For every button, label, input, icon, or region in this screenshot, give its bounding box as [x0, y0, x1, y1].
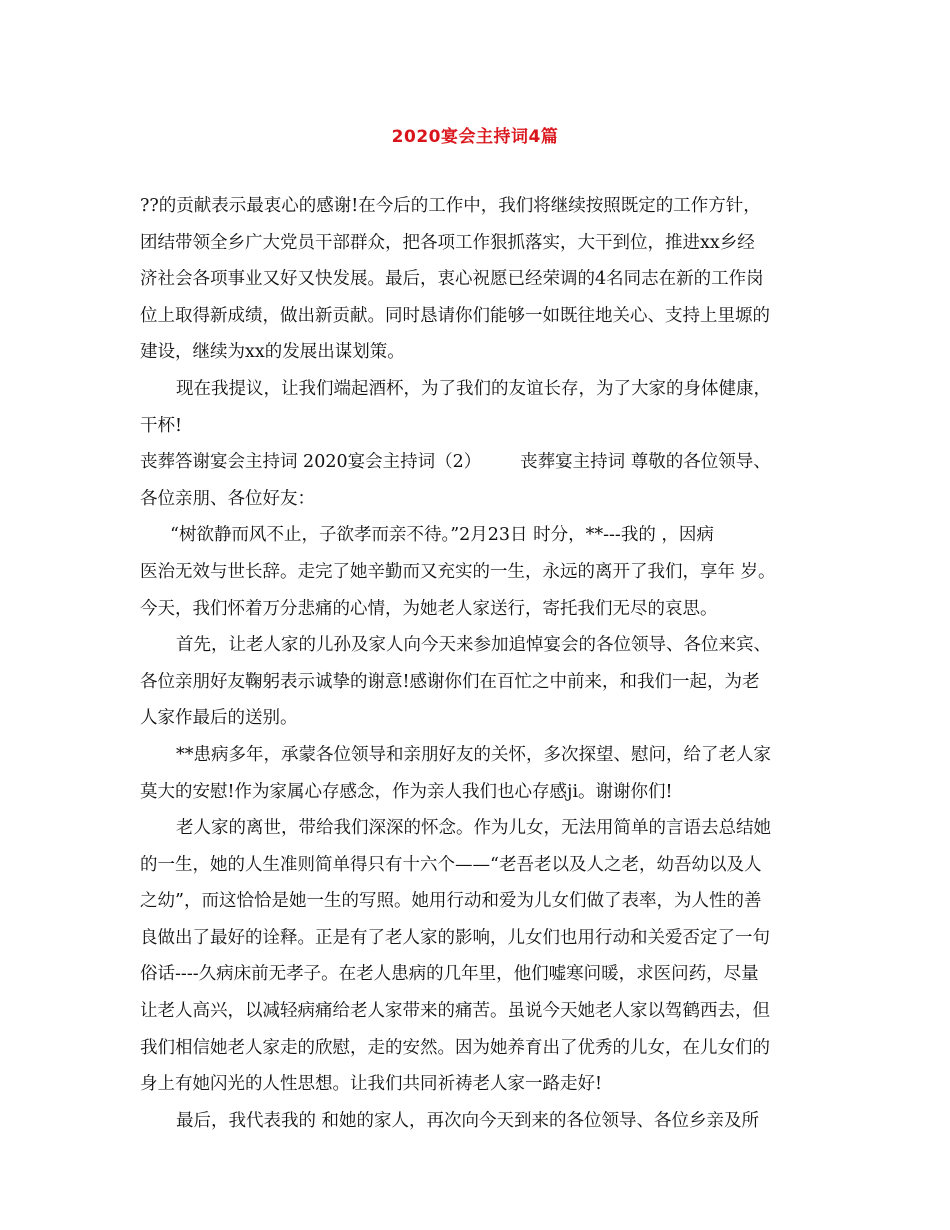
paragraph-line: 各位亲朋、各位好友： — [140, 488, 315, 509]
paragraph-line: 之幼”，而这恰恰是她一生的写照。她用行动和爱为儿女们做了表率，为人性的善 — [140, 891, 762, 912]
paragraph-line: 老人家的离世，带给我们深深的怀念。作为儿女，无法用简单的言语去总结她 — [176, 818, 771, 839]
paragraph-line: 让老人高兴，以减轻病痛给老人家带来的痛苦。虽说今天她老人家以驾鹤西去，但 — [140, 1001, 770, 1022]
paragraph-line: 良做出了最好的诠释。正是有了老人家的影响，儿女们也用行动和关爱否定了一句 — [140, 927, 770, 948]
paragraph-line: **患病多年，承蒙各位领导和亲朋好友的关怀，多次探望、慰问，给了老人家 — [176, 744, 771, 765]
paragraph-line: 的一生，她的人生准则简单得只有十六个——“老吾老以及人之老，幼吾幼以及人 — [140, 854, 762, 875]
paragraph-line: 团结带领全乡广大党员干部群众，把各项工作狠抓落实，大干到位，推进xx乡经 — [140, 232, 755, 253]
paragraph-line: 丧葬答谢宴会主持词 2020宴会主持词（2） 丧葬宴主持词 尊敬的各位领导、 — [140, 452, 771, 473]
paragraph-line: 我们相信她老人家走的欣慰，走的安然。因为她养育出了优秀的儿女，在儿女们的 — [140, 1037, 770, 1058]
document-body — [140, 188, 820, 1139]
paragraph-line: 莫大的安慰!作为家属心存感念，作为亲人我们也心存感ji。谢谢你们! — [140, 781, 673, 802]
paragraph-line: 最后，我代表我的 和她的家人，再次向今天到来的各位领导、各位乡亲及所 — [176, 1110, 760, 1131]
paragraph-line: 俗话----久病床前无孝子。在老人患病的几年里，他们嘘寒问暖，求医问药，尽量 — [140, 964, 759, 985]
paragraph-line: 首先，让老人家的儿孙及家人向今天来参加追悼宴会的各位领导、各位来宾、 — [176, 635, 771, 656]
paragraph-line: 医治无效与世长辞。走完了她辛勤而又充实的一生，永远的离开了我们，享年 岁。 — [140, 561, 776, 582]
paragraph-line: 人家作最后的送别。 — [140, 708, 298, 729]
paragraph-line: 各位亲朋好友鞠躬表示诚挚的谢意!感谢你们在百忙之中前来，和我们一起，为老 — [140, 671, 760, 692]
paragraph-line: “树欲静而风不止，子欲孝而亲不待。”2月23日 时分，**---我的 ，因病 — [170, 525, 714, 546]
paragraph-line: 济社会各项事业又好又快发展。最后，衷心祝愿已经荣调的4名同志在新的工作岗 — [140, 269, 764, 290]
document-title: 2020宴会主持词4篇 — [391, 127, 559, 147]
paragraph-line: 位上取得新成绩，做出新贡献。同时恳请你们能够一如既往地关心、支持上里塬的 — [140, 305, 770, 326]
paragraph-line: 身上有她闪光的人性思想。让我们共同祈祷老人家一路走好! — [140, 1074, 603, 1095]
paragraph-line: 建设，继续为xx的发展出谋划策。 — [140, 342, 405, 363]
paragraph-line: 现在我提议，让我们端起酒杯，为了我们的友谊长存，为了大家的身体健康， — [176, 378, 771, 399]
paragraph-line: ??的贡献表示最衷心的感谢!在今后的工作中，我们将继续按照既定的工作方针， — [140, 196, 761, 216]
paragraph-line: 干杯! — [140, 415, 183, 436]
paragraph-line: 今天，我们怀着万分悲痛的心情，为她老人家送行，寄托我们无尽的哀思。 — [140, 598, 718, 619]
